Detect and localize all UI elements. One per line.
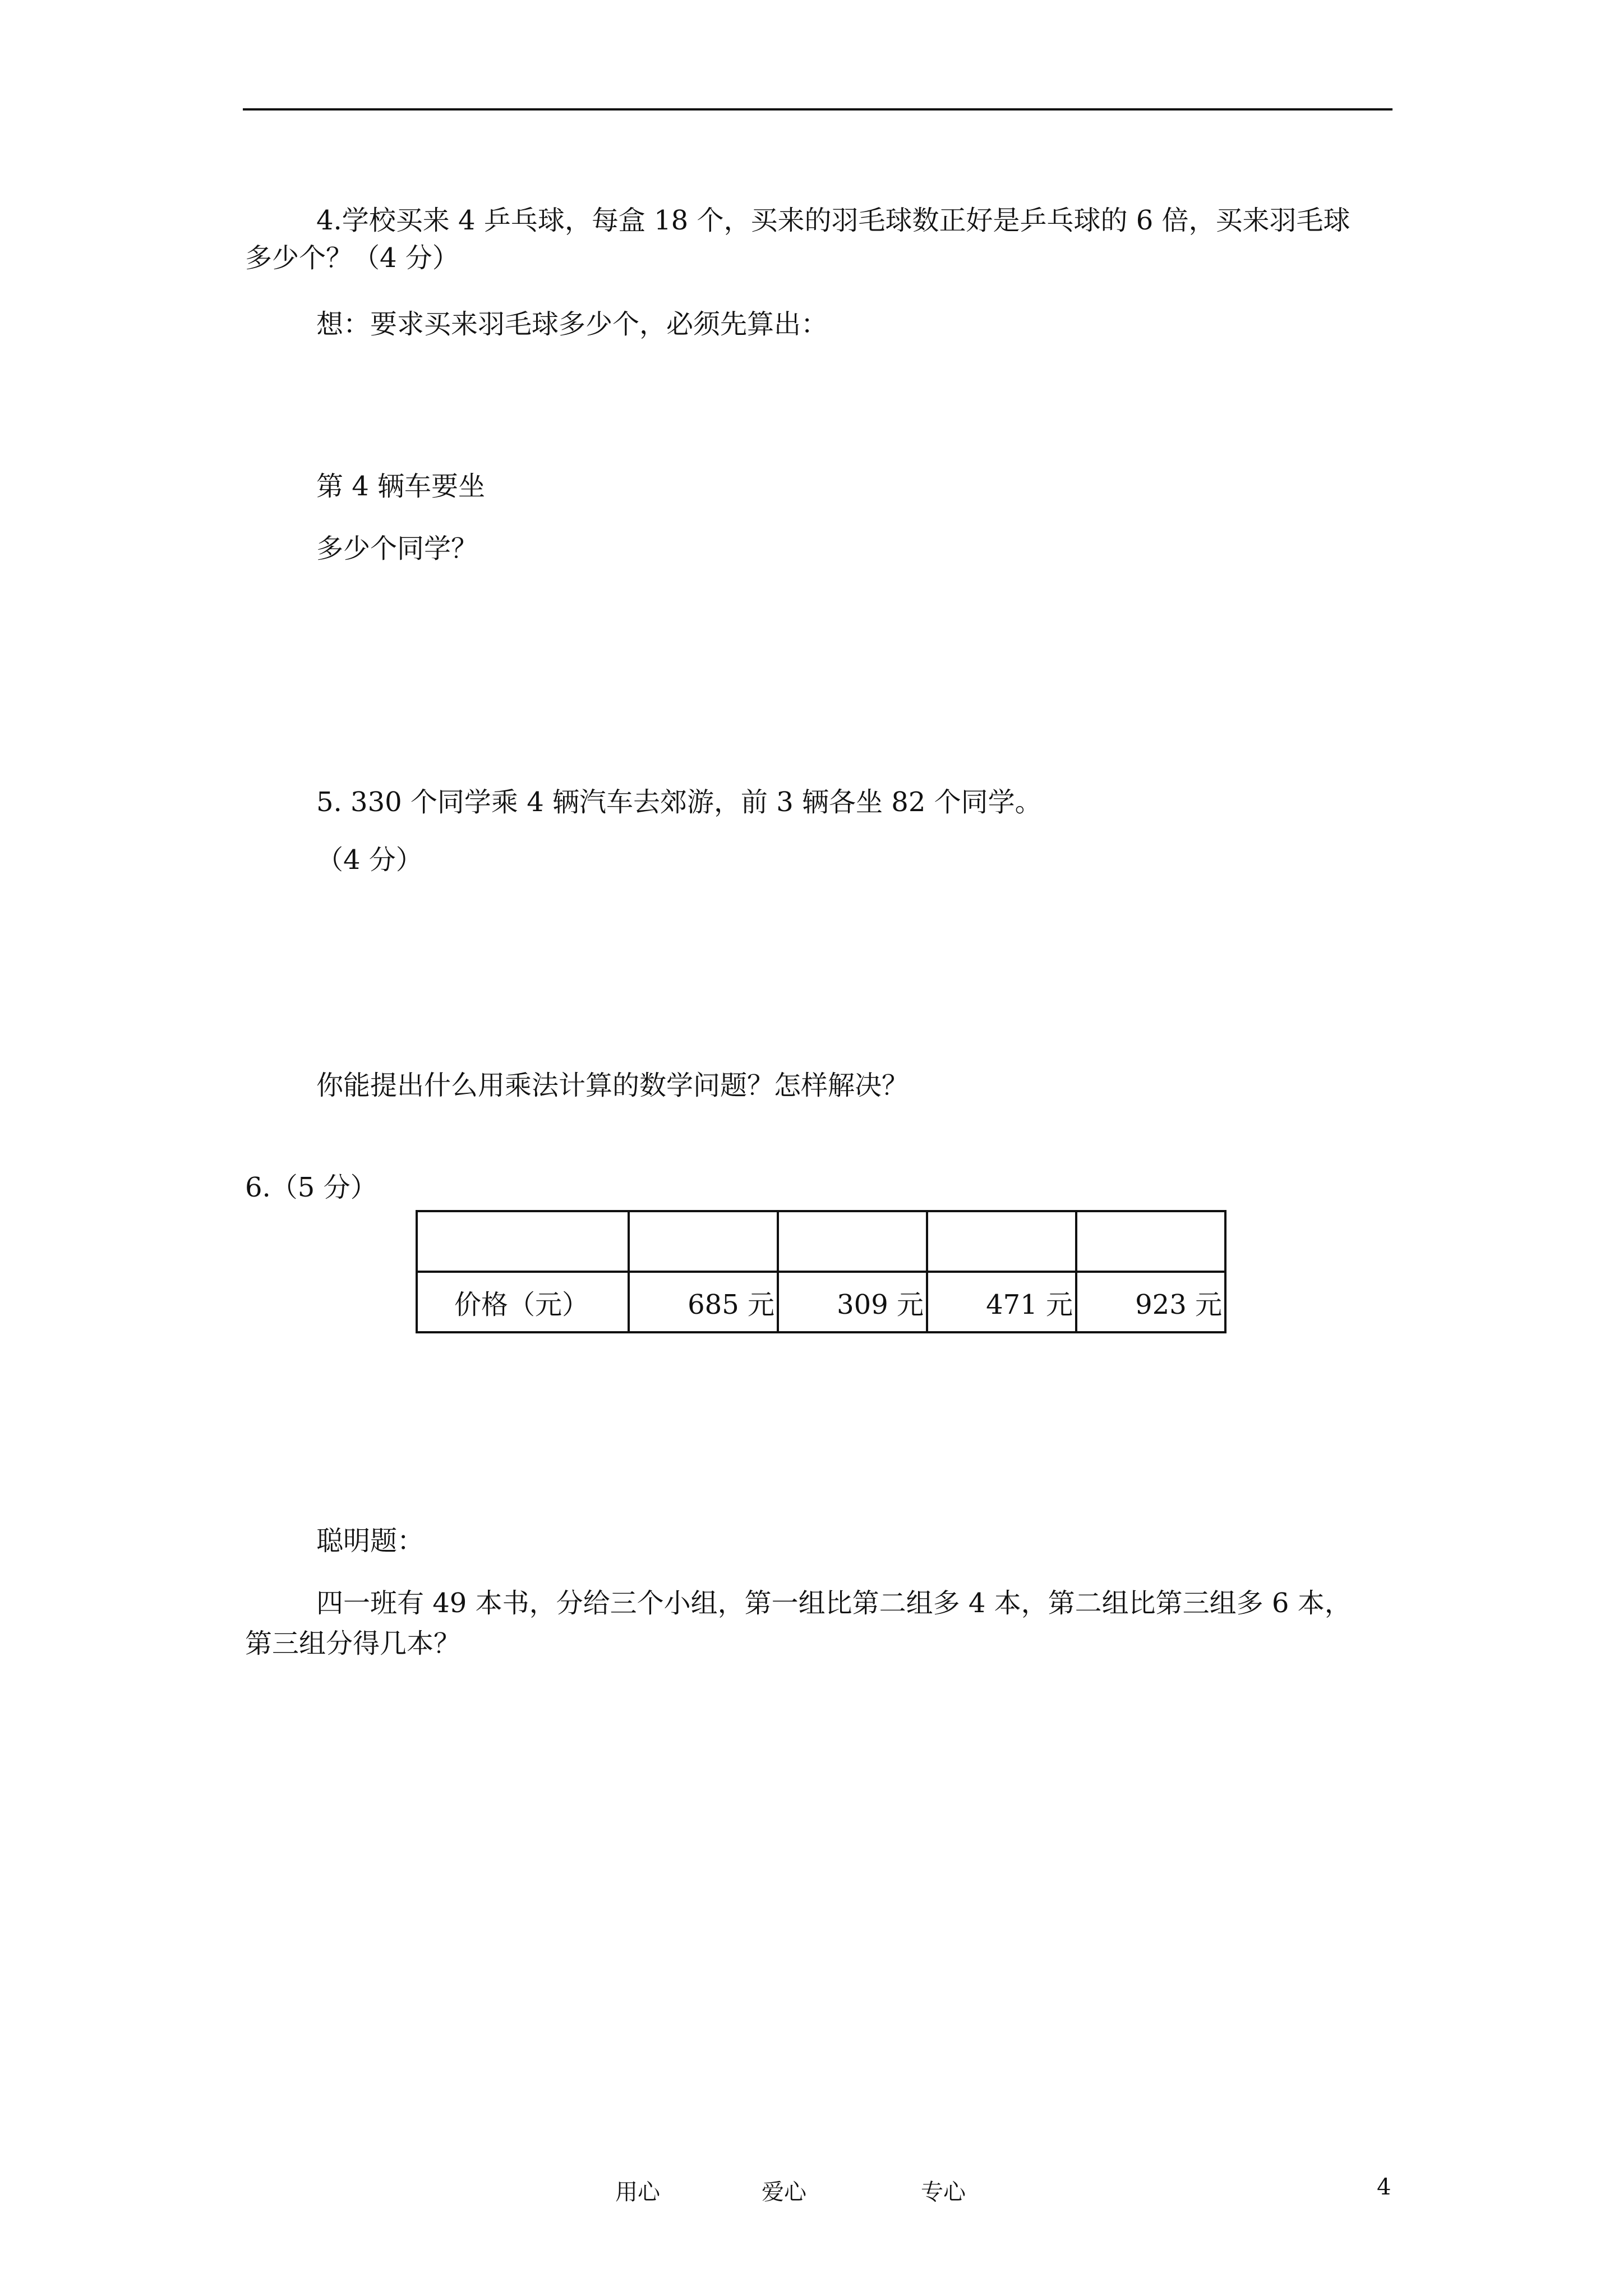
footer-item: 专心 (921, 2179, 966, 2205)
table-cell (629, 1211, 778, 1272)
q4-line-2: 多少个？（4 分） (245, 242, 459, 274)
q5-line-1: 5. 330 个同学乘 4 辆汽车去郊游，前 3 辆各坐 82 个同学。 (316, 786, 1042, 818)
table-header-row (417, 1211, 1225, 1272)
q4-hint: 想：要求买来羽毛球多少个，必须先算出： (316, 309, 828, 340)
price-row-label: 价格（元） (417, 1272, 629, 1332)
page-number: 4 (1377, 2174, 1391, 2200)
table-cell (778, 1211, 927, 1272)
bonus-line-2: 第三组分得几本？ (245, 1628, 461, 1659)
table-cell (417, 1211, 629, 1272)
price-cell: 685 元 (629, 1272, 778, 1332)
table-cell (1076, 1211, 1225, 1272)
price-table (416, 1210, 1227, 1333)
bonus-title: 聪明题： (316, 1525, 425, 1557)
q6-lead: 你能提出什么用乘法计算的数学问题？怎样解决？ (316, 1070, 909, 1101)
q5-lead-line-2: 多少个同学？ (316, 533, 478, 564)
q5-lead-line-1: 第 4 辆车要坐 (316, 471, 486, 502)
q6-label: 6.（5 分） (245, 1172, 377, 1203)
bonus-line-1: 四一班有 49 本书，分给三个小组，第一组比第二组多 4 本，第二组比第三组多 6 本， (316, 1588, 1352, 1619)
footer-item: 用心 (615, 2179, 660, 2205)
price-cell: 471 元 (927, 1272, 1076, 1332)
q5-line-2: （4 分） (316, 844, 423, 876)
footer-item: 爱心 (762, 2179, 806, 2205)
table-cell (927, 1211, 1076, 1272)
price-cell: 923 元 (1076, 1272, 1225, 1332)
header-rule (243, 108, 1393, 111)
table-row (417, 1272, 1225, 1332)
price-cell: 309 元 (778, 1272, 927, 1332)
q4-line-1: 4.学校买来 4 乒乓球，每盒 18 个，买来的羽毛球数正好是乒乓球的 6 倍，买来羽毛球 (316, 205, 1350, 236)
